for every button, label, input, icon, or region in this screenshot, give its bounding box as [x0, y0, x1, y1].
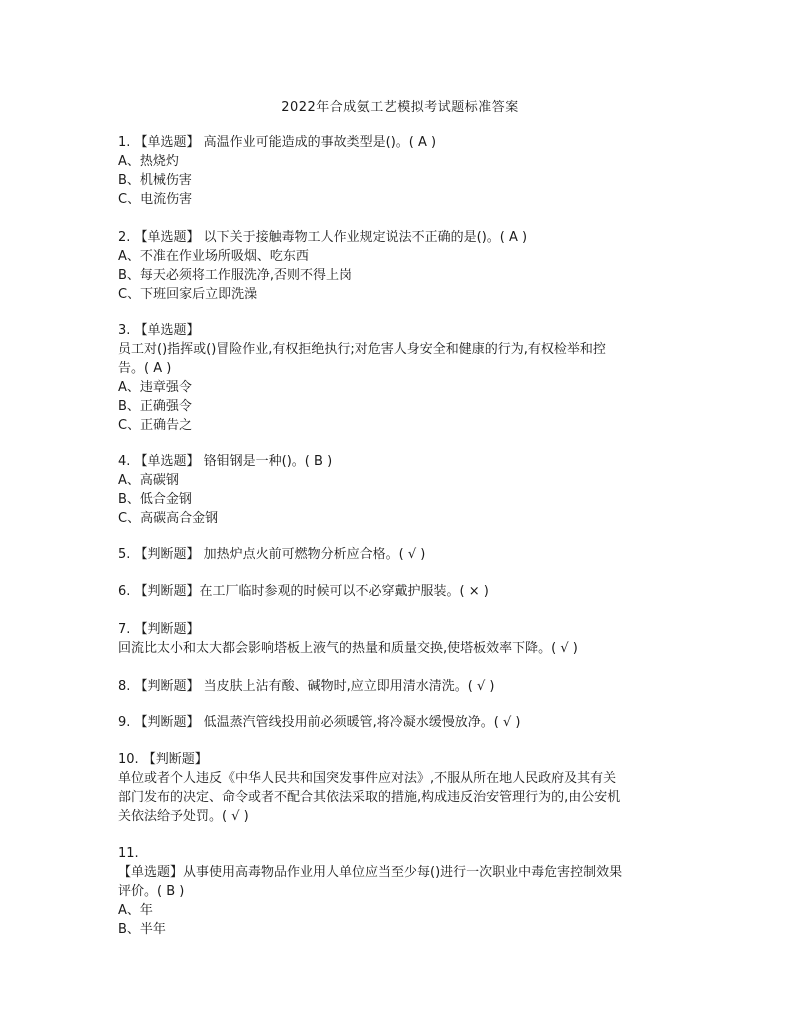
question-stem: 8. 【判断题】 当皮肤上沾有酸、碱物时,应立即用清水清洗。( √ ): [118, 679, 495, 694]
question-header: 11.: [118, 846, 139, 861]
question-stem-line: 评价。( B ): [118, 884, 185, 899]
question-11: [118, 844, 698, 939]
question-4: [118, 452, 698, 528]
question-stem: 1. 【单选题】 高温作业可能造成的事故类型是()。( A ): [118, 135, 437, 150]
question-stem-line: 关依法给予处罚。( √ ): [118, 809, 249, 824]
option: A、违章强令: [118, 380, 192, 395]
question-stem-line: 单位或者个人违反《中华人民共和国突发事件应对法》,不服从所在地人民政府及其有关: [118, 771, 617, 786]
question-5: [118, 545, 698, 564]
option: B、每天必须将工作服洗净,否则不得上岗: [118, 268, 353, 283]
option: A、热烧灼: [118, 154, 179, 169]
question-9: [118, 713, 698, 732]
question-header: 10. 【判断题】: [118, 752, 208, 767]
option: B、正确强令: [118, 399, 192, 414]
option: C、高碳高合金钢: [118, 511, 219, 526]
question-6: [118, 582, 698, 601]
option: B、半年: [118, 922, 166, 937]
question-8: [118, 677, 698, 696]
question-stem: 2. 【单选题】 以下关于接触毒物工人作业规定说法不正确的是()。( A ): [118, 230, 528, 245]
question-10: [118, 750, 698, 826]
option: C、正确告之: [118, 418, 193, 433]
question-7: [118, 620, 698, 658]
question-stem: 5. 【判断题】 加热炉点火前可燃物分析应合格。( √ ): [118, 547, 426, 562]
question-header: 7. 【判断题】: [118, 622, 200, 637]
question-stem-line: 告。( A ): [118, 361, 172, 376]
option: C、下班回家后立即洗澡: [118, 287, 258, 302]
question-header: 3. 【单选题】: [118, 323, 200, 338]
option: B、低合金钢: [118, 492, 192, 507]
option: A、年: [118, 903, 153, 918]
question-stem-line: 【单选题】从事使用高毒物品作业用人单位应当至少每()进行一次职业中毒危害控制效果: [118, 865, 623, 880]
question-stem: 9. 【判断题】 低温蒸汽管线投用前必须暖管,将冷凝水缓慢放净。( √ ): [118, 715, 521, 730]
question-3: [118, 321, 698, 435]
question-1: [118, 133, 698, 209]
question-stem-line: 回流比太小和太大都会影响塔板上液气的热量和质量交换,使塔板效率下降。( √ ): [118, 641, 578, 656]
option: A、高碳钢: [118, 473, 179, 488]
question-stem-line: 部门发布的决定、命令或者不配合其依法采取的措施,构成违反治安管理行为的,由公安机: [118, 790, 621, 805]
option: B、机械伤害: [118, 173, 192, 188]
option: C、电流伤害: [118, 192, 193, 207]
question-2: [118, 228, 698, 304]
question-stem-line: 员工对()指挥或()冒险作业,有权拒绝执行;对危害人身安全和健康的行为,有权检举和控: [118, 342, 606, 357]
page-title: 2022年合成氨工艺模拟考试题标准答案: [281, 100, 519, 115]
question-stem: 4. 【单选题】 铬钼钢是一种()。( B ): [118, 454, 333, 469]
question-stem: 6. 【判断题】在工厂临时参观的时候可以不必穿戴护服装。( × ): [118, 584, 489, 599]
option: A、不准在作业场所吸烟、吃东西: [118, 249, 309, 264]
